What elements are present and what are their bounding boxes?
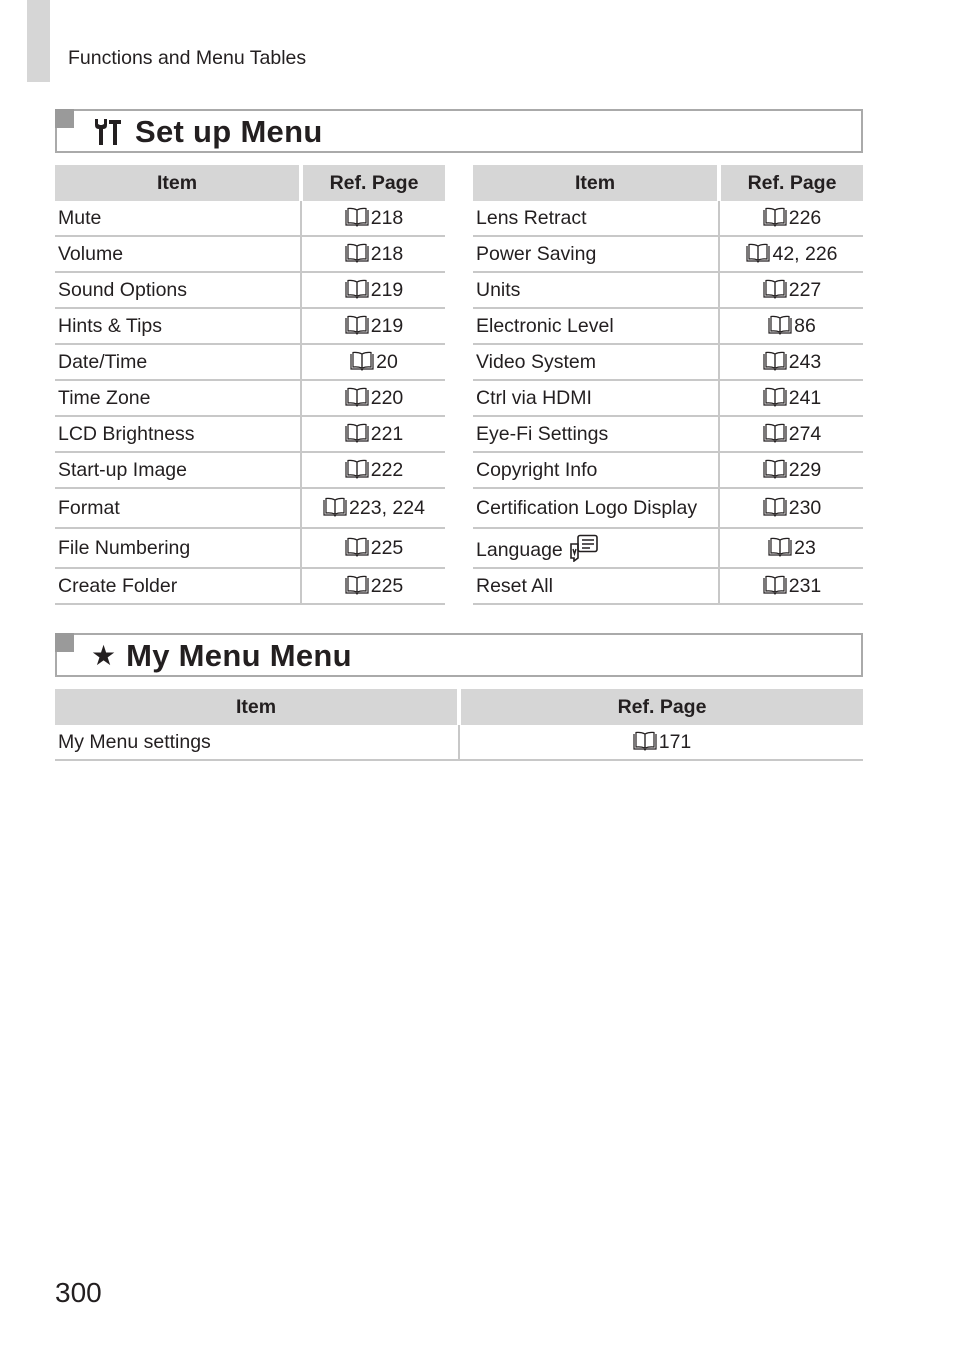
ref-page-cell: [719, 488, 863, 528]
table-row: [473, 488, 863, 528]
ref-page-value: 42, 226: [772, 242, 838, 265]
table-row: [55, 308, 445, 344]
setup-menu-heading: [55, 109, 863, 153]
book-reference-icon: [344, 575, 370, 595]
book-reference-icon: [762, 351, 788, 371]
item-label: Lens Retract: [476, 206, 587, 229]
table-row: [55, 344, 445, 380]
item-label: Mute: [58, 206, 102, 229]
column-header-item: Item: [473, 165, 719, 201]
my-menu-heading: [55, 633, 863, 677]
item-label: Volume: [58, 242, 124, 265]
item-label: Video System: [476, 350, 596, 373]
item-cell: [55, 344, 301, 380]
column-header-item: Item: [55, 165, 301, 201]
item-label: Format: [58, 496, 120, 519]
ref-page-cell: [301, 344, 445, 380]
book-reference-icon: [344, 207, 370, 227]
table-row: [473, 201, 863, 236]
book-reference-icon: [762, 459, 788, 479]
table-row: [473, 568, 863, 604]
ref-page-value: 241: [788, 386, 822, 409]
ref-page-value: 23: [794, 536, 816, 559]
wrench-tools-icon: [91, 115, 125, 149]
ref-page-cell: [719, 380, 863, 416]
column-header-item: Item: [55, 689, 459, 725]
item-cell: [55, 452, 301, 488]
item-label: Date/Time: [58, 350, 148, 373]
item-label: Electronic Level: [476, 314, 614, 337]
item-cell: [55, 416, 301, 452]
item-label: My Menu settings: [58, 730, 211, 753]
book-reference-icon: [344, 423, 370, 443]
item-cell: [473, 201, 719, 236]
item-cell: [473, 272, 719, 308]
item-cell: [473, 452, 719, 488]
my-menu-table: [55, 689, 863, 761]
ref-page-cell: [459, 725, 863, 760]
table-row: [473, 236, 863, 272]
ref-page-value: 221: [370, 422, 404, 445]
item-label: Language: [476, 539, 563, 561]
language-icon: [569, 534, 599, 562]
corner-mark: [55, 633, 74, 652]
ref-page-cell: [301, 380, 445, 416]
ref-page-value: 222: [370, 458, 404, 481]
item-cell: [55, 236, 301, 272]
item-label: Copyright Info: [476, 458, 598, 481]
item-cell: [55, 308, 301, 344]
table-row: [473, 416, 863, 452]
ref-page-value: 219: [370, 314, 404, 337]
item-cell: [473, 568, 719, 604]
section-title: My Menu Menu: [126, 638, 352, 673]
book-reference-icon: [344, 279, 370, 299]
table-row: [55, 725, 863, 760]
item-label: File Numbering: [58, 536, 191, 559]
item-cell: [55, 568, 301, 604]
table-row: [55, 452, 445, 488]
book-reference-icon: [322, 497, 348, 517]
corner-mark: [55, 109, 74, 128]
column-header-ref-page: Ref. Page: [719, 165, 863, 201]
side-tab-marker: [27, 0, 50, 82]
ref-page-cell: [719, 344, 863, 380]
book-reference-icon: [344, 459, 370, 479]
star-icon: ★: [91, 639, 117, 672]
ref-page-value: 226: [788, 206, 822, 229]
item-label: Power Saving: [476, 242, 597, 265]
ref-page-cell: [301, 201, 445, 236]
table-row: [473, 380, 863, 416]
table-row: [55, 201, 445, 236]
item-cell: [55, 725, 459, 760]
ref-page-value: 225: [370, 574, 404, 597]
book-reference-icon: [349, 351, 375, 371]
item-cell: [473, 528, 719, 568]
ref-page-value: 274: [788, 422, 822, 445]
ref-page-cell: [719, 308, 863, 344]
book-reference-icon: [767, 315, 793, 335]
ref-page-cell: [719, 452, 863, 488]
ref-page-cell: [301, 272, 445, 308]
item-label: Reset All: [476, 574, 553, 597]
book-reference-icon: [762, 387, 788, 407]
item-cell: [55, 272, 301, 308]
item-cell: [473, 488, 719, 528]
running-head: Functions and Menu Tables: [68, 47, 307, 69]
ref-page-value: 230: [788, 496, 822, 519]
ref-page-value: 227: [788, 278, 822, 301]
ref-page-value: 231: [788, 574, 822, 597]
setup-menu-table-right: [473, 165, 863, 605]
ref-page-cell: [719, 272, 863, 308]
book-reference-icon: [762, 423, 788, 443]
item-cell: [55, 488, 301, 528]
table-row: [55, 416, 445, 452]
table-row: [473, 528, 863, 568]
item-cell: [55, 528, 301, 568]
ref-page-cell: [301, 308, 445, 344]
item-label: Hints & Tips: [58, 314, 163, 337]
item-cell: [55, 201, 301, 236]
table-row: [473, 272, 863, 308]
ref-page-cell: [719, 201, 863, 236]
table-row: [55, 528, 445, 568]
book-reference-icon: [762, 497, 788, 517]
ref-page-value: 220: [370, 386, 404, 409]
book-reference-icon: [767, 537, 793, 557]
item-cell: [473, 236, 719, 272]
table-row: [55, 380, 445, 416]
table-row: [473, 452, 863, 488]
ref-page-value: 171: [658, 730, 692, 753]
ref-page-value: 243: [788, 350, 822, 373]
book-reference-icon: [344, 315, 370, 335]
item-cell: [473, 308, 719, 344]
ref-page-cell: [301, 568, 445, 604]
ref-page-value: 229: [788, 458, 822, 481]
book-reference-icon: [762, 207, 788, 227]
ref-page-cell: [719, 416, 863, 452]
item-cell: [473, 416, 719, 452]
table-row: [55, 272, 445, 308]
item-label: Eye-Fi Settings: [476, 422, 609, 445]
ref-page-value: 218: [370, 206, 404, 229]
book-reference-icon: [344, 387, 370, 407]
book-reference-icon: [344, 537, 370, 557]
ref-page-cell: [301, 488, 445, 528]
item-cell: [473, 380, 719, 416]
book-reference-icon: [344, 243, 370, 263]
item-label: LCD Brightness: [58, 422, 195, 445]
table-row: [55, 236, 445, 272]
book-reference-icon: [762, 279, 788, 299]
item-cell: [55, 380, 301, 416]
table-row: [473, 344, 863, 380]
item-label: Certification Logo Display: [476, 496, 698, 519]
book-reference-icon: [762, 575, 788, 595]
section-title: Set up Menu: [135, 114, 323, 149]
item-label: Create Folder: [58, 574, 178, 597]
ref-page-cell: [719, 528, 863, 568]
book-reference-icon: [632, 731, 658, 751]
page-number: 300: [55, 1277, 102, 1308]
item-label: Units: [476, 278, 521, 301]
ref-page-value: 223, 224: [349, 496, 425, 519]
setup-menu-table-left: [55, 165, 445, 605]
ref-page-cell: [301, 452, 445, 488]
ref-page-cell: [719, 568, 863, 604]
item-label: Time Zone: [58, 386, 151, 409]
ref-page-value: 225: [370, 536, 404, 559]
item-label: Ctrl via HDMI: [476, 386, 592, 409]
item-label: Start-up Image: [58, 458, 187, 481]
ref-page-cell: [301, 416, 445, 452]
item-label: Sound Options: [58, 278, 188, 301]
ref-page-value: 218: [370, 242, 404, 265]
ref-page-cell: [301, 528, 445, 568]
table-row: [55, 568, 445, 604]
ref-page-value: 20: [376, 350, 398, 373]
table-row: [473, 308, 863, 344]
ref-page-cell: [719, 236, 863, 272]
ref-page-value: 219: [370, 278, 404, 301]
column-header-ref-page: Ref. Page: [459, 689, 863, 725]
column-header-ref-page: Ref. Page: [301, 165, 445, 201]
table-row: [55, 488, 445, 528]
ref-page-value: 86: [794, 314, 816, 337]
book-reference-icon: [745, 243, 771, 263]
item-cell: [473, 344, 719, 380]
ref-page-cell: [301, 236, 445, 272]
